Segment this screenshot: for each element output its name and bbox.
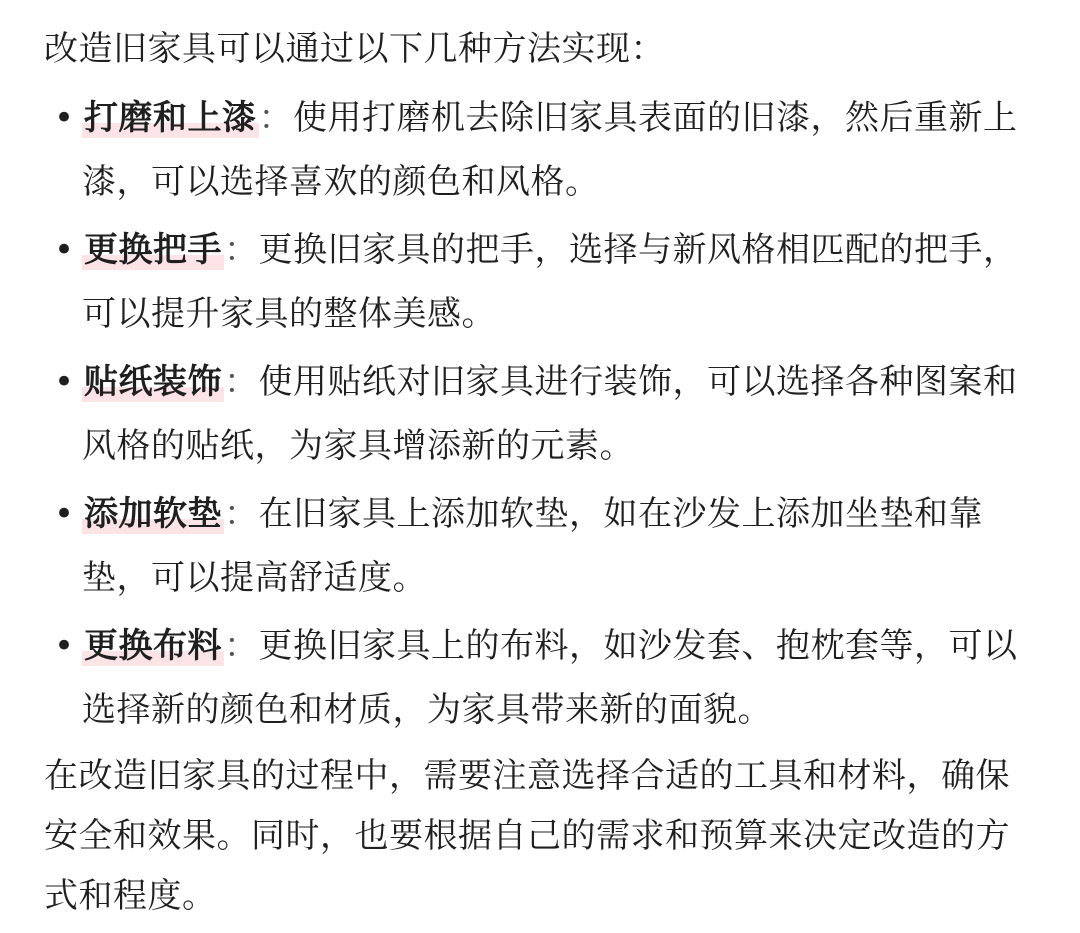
list-item xyxy=(44,614,1040,742)
tip-term: 打磨和上漆 xyxy=(84,98,257,138)
tip-text: 在旧家具上添加软垫，如在沙发上添加坐垫和靠垫，可以提高舒适度。 xyxy=(82,494,983,598)
tip-separator: ： xyxy=(224,626,259,666)
tip-term: 更换把手 xyxy=(84,230,222,270)
bullet-icon: • xyxy=(54,230,75,270)
tips-list xyxy=(44,86,1040,742)
bullet-icon: • xyxy=(54,494,75,534)
bullet-icon: • xyxy=(54,98,75,138)
list-item xyxy=(44,482,1040,610)
list-item xyxy=(44,350,1040,478)
tip-text: 更换旧家具的把手，选择与新风格相匹配的把手，可以提升家具的整体美感。 xyxy=(82,230,1018,334)
bullet-icon: • xyxy=(54,362,75,402)
tip-term: 更换布料 xyxy=(84,626,222,666)
tip-separator: ： xyxy=(224,362,259,402)
tip-separator: ： xyxy=(224,494,259,534)
tip-term: 贴纸装饰 xyxy=(84,362,222,402)
list-item xyxy=(44,86,1040,214)
tip-separator: ： xyxy=(224,230,259,270)
tip-text: 使用打磨机去除旧家具表面的旧漆，然后重新上漆，可以选择喜欢的颜色和风格。 xyxy=(82,98,1018,202)
tip-term: 添加软垫 xyxy=(84,494,222,534)
outro-paragraph: 在改造旧家具的过程中，需要注意选择合适的工具和材料，确保安全和效果。同时，也要根据自己的需求和预算来决定改造的方式和程度。 xyxy=(44,756,1010,916)
tip-text: 更换旧家具上的布料，如沙发套、抱枕套等，可以选择新的颜色和材质，为家具带来新的面貌。 xyxy=(82,626,1018,730)
intro-paragraph: 改造旧家具可以通过以下几种方法实现： xyxy=(44,29,665,69)
list-item xyxy=(44,218,1040,346)
tip-separator: ： xyxy=(258,98,293,138)
bullet-icon: • xyxy=(54,626,75,666)
tip-text: 使用贴纸对旧家具进行装饰，可以选择各种图案和风格的贴纸，为家具增添新的元素。 xyxy=(82,362,1018,466)
